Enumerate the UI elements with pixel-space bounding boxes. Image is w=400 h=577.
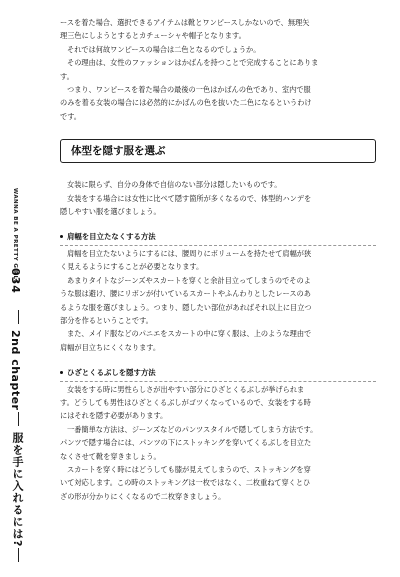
body-line: 肩幅が目立ちにくくなります。 bbox=[60, 342, 161, 352]
body-line: るような服を選びましょう。つまり、隠したい部位があればそれ以上に目立つ bbox=[60, 302, 312, 312]
body-line: それでは何故ワンピースの場合は二色となるのでしょうか。 bbox=[67, 44, 261, 54]
sidebar-divider bbox=[18, 412, 19, 426]
subsection-heading bbox=[60, 366, 376, 379]
body-line: 隠しやすい服を選びましょう。 bbox=[60, 207, 161, 217]
body-line: く見えるようにすることが必要となります。 bbox=[60, 262, 204, 272]
body-line: ースを着た場合、選択できるアイテムは靴とワンピースしかないので、無理矢 bbox=[60, 18, 310, 27]
body-line: す。どうしても男性はひざとくるぶしがゴツくなっているので、女装をする時 bbox=[60, 397, 311, 407]
body-line: 女装をする場合には女性に比べて隠す箇所が多くなるので、体型的ハンデを bbox=[67, 193, 312, 203]
subsection-heading bbox=[60, 230, 376, 243]
body-line: のみを着る女装の場合には必然的にかばんの色を抜いた二色になるというわけ bbox=[60, 98, 312, 108]
body-line: ざの形が分かりにくくなるので二枚穿きましょう。 bbox=[60, 491, 226, 501]
body-line: いて対応します。この時のストッキングは一枚ではなく、二枚重ねて穿くとひ bbox=[60, 478, 311, 488]
body-line: つまり、ワンピースを着た場合の最後の一色はかばんの色であり、室内で服 bbox=[67, 85, 311, 95]
chapter-label: 2nd chapter bbox=[9, 330, 22, 411]
body-line: 肩幅を目立たないようにするには、腰周りにボリュームを持たせて肩幅が狭 bbox=[67, 248, 312, 258]
page-number: 034 bbox=[9, 268, 22, 294]
subsection-title: 肩幅を目立たなくする方法 bbox=[67, 232, 156, 242]
body-line: あまりタイトなジーンズやスカートを穿くと余計目立ってしまうのでそのよ bbox=[67, 275, 311, 285]
body-line: その理由は、女性のファッションはかばんを持つことで完成することにありま bbox=[67, 58, 319, 68]
body-line: 女装をする時に男性らしさが出やすい部分にひざとくるぶしが挙げられま bbox=[67, 384, 305, 394]
body-line: うな服は避け、腰にリボンが付いているスカートやふんわりとしたレースのあ bbox=[60, 289, 311, 299]
section-heading: 体型を隠す服を選ぶ bbox=[60, 139, 376, 163]
bullet-icon bbox=[60, 235, 63, 238]
body-line: パンツで隠す場合には、パンツの下にストッキングを穿いてくるぶしを目立た bbox=[60, 438, 312, 448]
body-line: スカートを穿く時にはどうしても膝が見えてしまうので、ストッキングを穿 bbox=[67, 464, 311, 474]
dashed-rule bbox=[60, 381, 376, 382]
subsection-title: ひざとくるぶしを隠す方法 bbox=[67, 368, 156, 378]
sidebar-divider bbox=[18, 310, 19, 324]
sidebar-divider bbox=[18, 548, 19, 562]
series-title: WANNA BE A PRETTY GIRL! bbox=[12, 188, 18, 283]
body-line: なくさせて靴を穿きましょう。 bbox=[60, 451, 161, 461]
body-line: 部分を作るということです。 bbox=[60, 315, 153, 325]
body-text bbox=[60, 16, 376, 503]
body-line: また、メイド服などのパニエをスカートの中に穿く服は、上のような理由で bbox=[67, 329, 312, 339]
body-line: にはそれを隠す必要があります。 bbox=[60, 411, 168, 421]
margin-sidebar bbox=[6, 0, 32, 577]
body-line: 女装に限らず、自分の身体で自信のない部分は隠したいものです。 bbox=[67, 180, 282, 190]
bullet-icon bbox=[60, 371, 63, 374]
body-line: 理三色にしようとするとカチューシャや帽子となります。 bbox=[60, 31, 246, 41]
body-line: です。 bbox=[60, 111, 81, 121]
body-line: 一番簡単な方法は、ジーンズなどのパンツスタイルで隠してしまう方法です。 bbox=[67, 424, 318, 434]
body-line: す。 bbox=[60, 71, 74, 81]
dashed-rule bbox=[60, 245, 376, 246]
chapter-title: 服を手に入れるには? bbox=[11, 432, 24, 548]
